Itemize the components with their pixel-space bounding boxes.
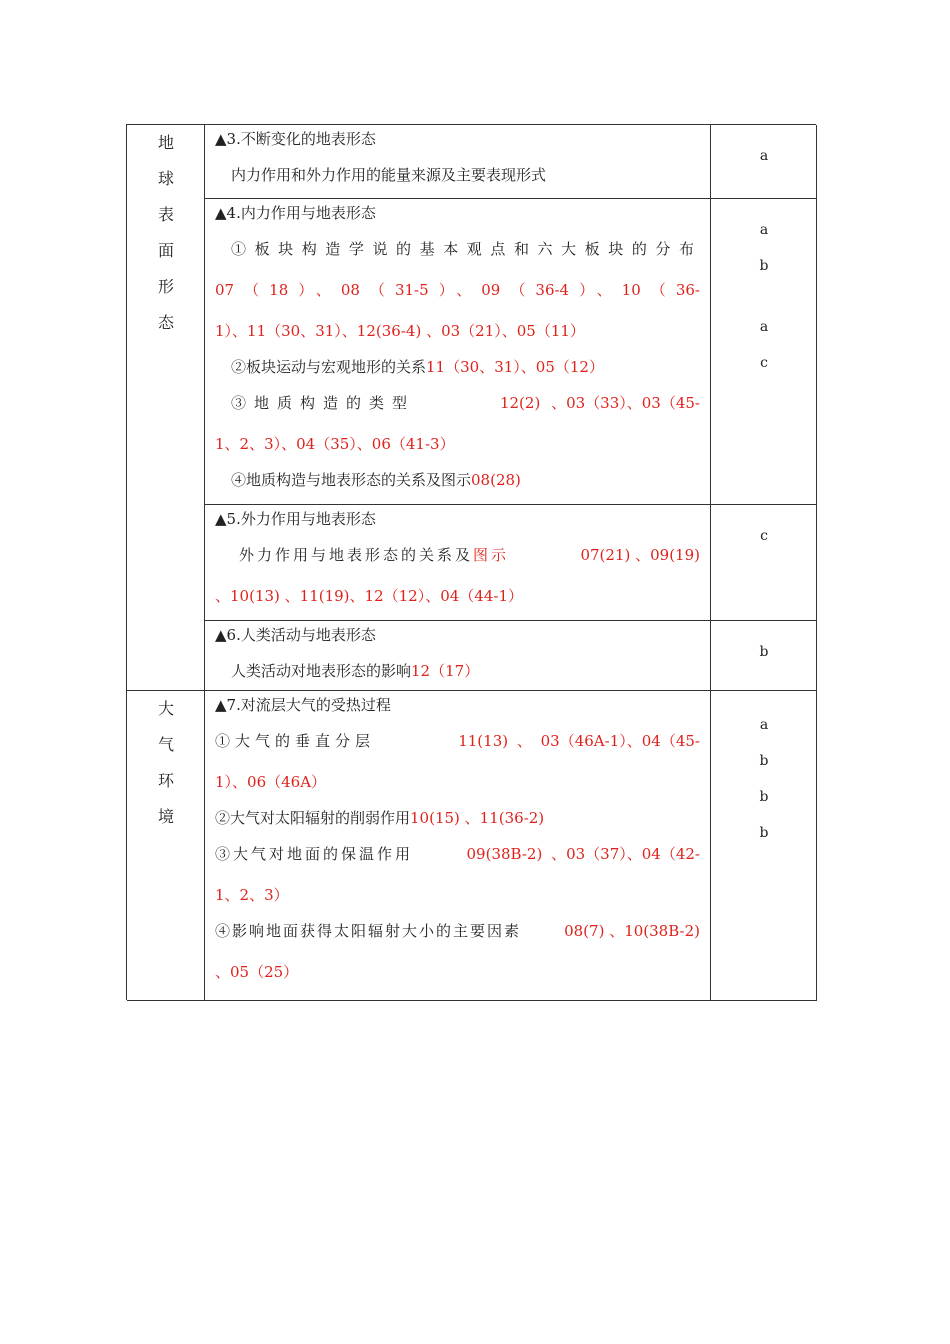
label-char: 态 — [157, 313, 174, 332]
content-cell-r4 — [205, 199, 711, 505]
level-cell-r6 — [711, 621, 817, 691]
level-letter: b — [759, 825, 769, 841]
level-letter: c — [760, 355, 768, 371]
topic-refs: 1、2、3） — [215, 886, 289, 904]
topic-item: ④影响地面获得太阳辐射大小的主要因素 — [215, 922, 522, 940]
level-cell-r7 — [711, 691, 817, 1001]
level-cell-r3 — [711, 125, 817, 199]
topic-item: ③大气对地面的保温作用 — [215, 845, 414, 863]
topic-item: ①大气的垂直分层 — [215, 732, 376, 750]
topic-refs: 08(28) — [471, 471, 521, 489]
topic-refs: 1）、11（30、31）、12(36-4) 、03（21）、05（11） — [215, 322, 585, 340]
content-cell-r6 — [205, 621, 711, 691]
level-letter: c — [760, 528, 768, 544]
label-char: 形 — [157, 277, 174, 296]
level-letter: b — [759, 644, 769, 660]
level-letter: a — [759, 717, 769, 733]
topic-item-row — [215, 731, 700, 751]
level-letter: b — [759, 258, 769, 274]
topic-title: ▲5.外力作用与地表形态 — [215, 510, 376, 528]
topic-refs: 11(13) 、 03（46A-1）、04（45- — [458, 732, 700, 750]
topic-item-row — [239, 545, 700, 565]
topic-refs: 11（30、31）、05（12） — [426, 358, 604, 376]
topic-item-row — [231, 470, 700, 490]
topic-refs: 08(7) 、10(38B-2) — [564, 922, 700, 940]
topic-line: 内力作用和外力作用的能量来源及主要表现形式 — [231, 166, 547, 184]
topic-item-row — [231, 661, 700, 681]
topic-refs: 10(15) 、11(36-2) — [410, 809, 545, 827]
level-cell-r4 — [711, 199, 817, 505]
label-char: 环 — [157, 771, 174, 790]
label-char: 地 — [157, 133, 174, 152]
level-letter: a — [759, 222, 769, 238]
topic-refs: 07(21) 、09(19) — [580, 546, 700, 564]
level-letter: a — [759, 319, 769, 335]
topic-item-row — [231, 357, 700, 377]
level-cell-r5 — [711, 505, 817, 621]
topic-refs: 1）、06（46A） — [215, 773, 327, 791]
topic-item: 外力作用与地表形态的关系及图示 — [239, 546, 510, 564]
topic-item: ②板块运动与宏观地形的关系 — [231, 358, 427, 376]
content-cell-r5 — [205, 505, 711, 621]
topic-refs: 12(2) 、03（33）、03（45- — [499, 394, 700, 412]
topic-item: ①板块构造学说的基本观点和六大板块的分布 — [231, 240, 700, 258]
section-label-atmosphere — [127, 695, 205, 839]
topic-title: ▲7.对流层大气的受热过程 — [215, 696, 391, 714]
content-cell-r7 — [205, 691, 711, 1001]
topic-item-row — [231, 393, 700, 413]
section-label-surface — [127, 129, 205, 345]
topic-refs: 、05（25） — [215, 963, 299, 981]
section-label-cell-surface — [127, 125, 205, 691]
syllabus-table — [126, 124, 816, 1000]
label-char: 境 — [157, 807, 174, 826]
topic-refs: 、10(13) 、11(19)、12（12）、04（44-1） — [215, 587, 523, 605]
label-char: 气 — [157, 735, 174, 754]
topic-item: ②大气对太阳辐射的削弱作用 — [215, 809, 411, 827]
topic-refs: 07（18）、08（31-5）、09（36-4）、10（36- — [215, 281, 700, 299]
level-letter: a — [759, 148, 769, 164]
label-char: 球 — [157, 169, 174, 188]
topic-title: ▲4.内力作用与地表形态 — [215, 204, 376, 222]
topic-item-row — [215, 921, 700, 941]
label-char: 大 — [157, 699, 174, 718]
level-letter: b — [759, 753, 769, 769]
topic-item: 人类活动对地表形态的影响 — [231, 662, 412, 680]
topic-item-row — [215, 844, 700, 864]
topic-refs: 1、2、3）、04（35）、06（41-3） — [215, 435, 455, 453]
topic-refs: 12（17） — [411, 662, 480, 680]
label-char: 面 — [157, 241, 174, 260]
content-cell-r3 — [205, 125, 711, 199]
topic-title: ▲6.人类活动与地表形态 — [215, 626, 376, 644]
topic-item-row — [215, 808, 700, 828]
topic-title: ▲3.不断变化的地表形态 — [215, 130, 376, 148]
topic-refs: 09(38B-2) 、03（37）、04（42- — [466, 845, 700, 863]
level-letter: b — [759, 789, 769, 805]
topic-item: ③地质构造的类型 — [231, 394, 416, 412]
label-char: 表 — [157, 205, 174, 224]
topic-refs-highlight: 图示 — [473, 546, 510, 564]
section-label-cell-atmosphere — [127, 691, 205, 1001]
topic-item: ④地质构造与地表形态的关系及图示 — [231, 471, 472, 489]
